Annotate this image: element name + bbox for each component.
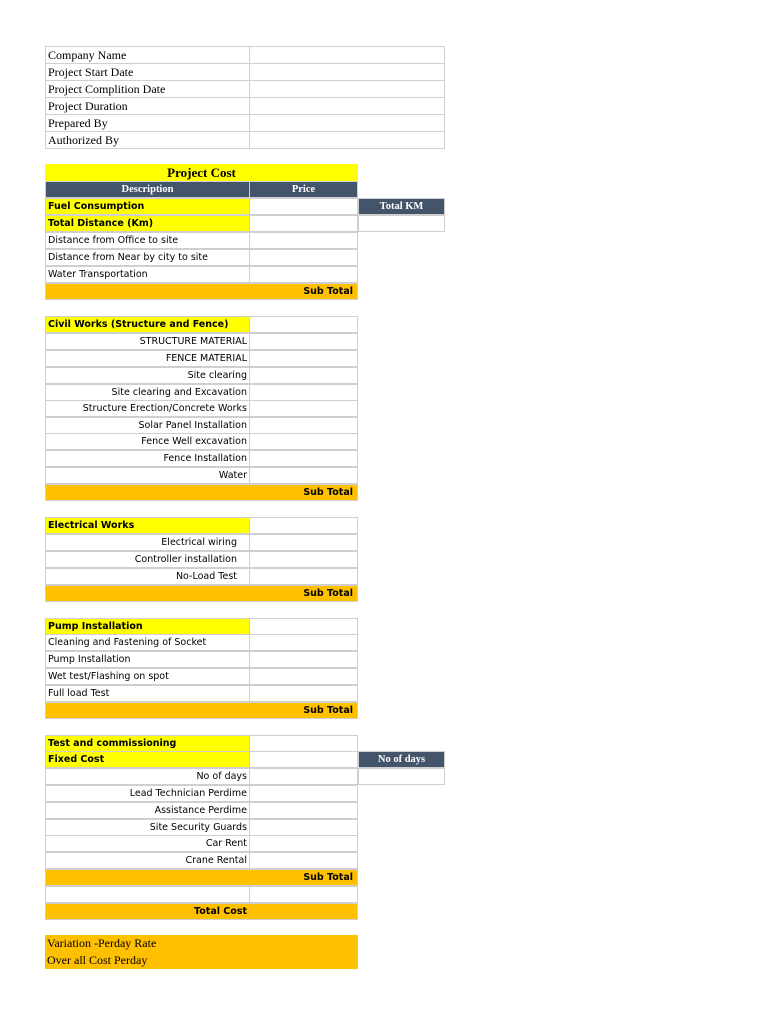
no-of-days-header: No of days — [358, 751, 445, 768]
project-start-date-label: Project Start Date — [45, 63, 250, 81]
empty-row-label — [45, 886, 250, 903]
fixed-cost-item: Car Rent — [45, 835, 250, 852]
civil-item: FENCE MATERIAL — [45, 350, 250, 367]
fuel-consumption-heading: Fuel Consumption — [45, 198, 250, 215]
fixed-cost-heading: Fixed Cost — [45, 751, 250, 768]
fixed-cost-item: Assistance Perdime — [45, 802, 250, 819]
fuel-item: Distance from Office to site — [45, 232, 250, 249]
civil-item: Solar Panel Installation — [45, 417, 250, 434]
pump-installation-price[interactable] — [249, 618, 358, 635]
pump-item-price[interactable] — [249, 685, 358, 702]
civil-works-heading: Civil Works (Structure and Fence) — [45, 316, 250, 333]
fixed-cost-item-price[interactable] — [249, 819, 358, 836]
civil-subtotal: Sub Total — [45, 484, 358, 501]
project-duration-value[interactable] — [249, 97, 445, 115]
fuel-item-price[interactable] — [249, 266, 358, 283]
fuel-item: Water Transportation — [45, 266, 250, 283]
pump-item: Full load Test — [45, 685, 250, 702]
fixed-cost-item: Lead Technician Perdime — [45, 785, 250, 802]
no-of-days-value[interactable] — [358, 768, 445, 785]
civil-item-price[interactable] — [249, 400, 358, 417]
prepared-by-value[interactable] — [249, 114, 445, 132]
total-km-header: Total KM — [358, 198, 445, 215]
civil-item: Structure Erection/Concrete Works — [45, 400, 250, 417]
company-name-label: Company Name — [45, 46, 250, 64]
fixed-cost-item: Site Security Guards — [45, 819, 250, 836]
civil-item: Fence Well excavation — [45, 433, 250, 450]
electrical-item-price[interactable] — [249, 534, 358, 551]
empty-row-price[interactable] — [249, 886, 358, 903]
civil-item: Water — [45, 467, 250, 484]
prepared-by-label: Prepared By — [45, 114, 250, 132]
civil-item-price[interactable] — [249, 350, 358, 367]
fixed-cost-item-price[interactable] — [249, 802, 358, 819]
fixed-cost-item-price[interactable] — [249, 768, 358, 785]
fuel-subtotal: Sub Total — [45, 283, 358, 300]
pump-item: Pump Installation — [45, 651, 250, 668]
electrical-works-price[interactable] — [249, 517, 358, 534]
electrical-subtotal: Sub Total — [45, 585, 358, 602]
civil-item-price[interactable] — [249, 384, 358, 401]
pump-item-price[interactable] — [249, 668, 358, 685]
company-name-value[interactable] — [249, 46, 445, 64]
project-duration-label: Project Duration — [45, 97, 250, 115]
civil-item-price[interactable] — [249, 417, 358, 434]
fixed-cost-item-price[interactable] — [249, 785, 358, 802]
civil-item-price[interactable] — [249, 467, 358, 484]
fixed-cost-item: No of days — [45, 768, 250, 785]
overall-cost-perday: Over all Cost Perday — [47, 953, 148, 967]
pump-item: Cleaning and Fastening of Socket — [45, 634, 250, 651]
electrical-item: Controller installation — [45, 551, 250, 568]
pump-item: Wet test/Flashing on spot — [45, 668, 250, 685]
project-cost-title: Project Cost — [45, 164, 358, 181]
fuel-consumption-price[interactable] — [249, 198, 358, 215]
fixed-cost-item: Crane Rental — [45, 852, 250, 869]
authorized-by-value[interactable] — [249, 131, 445, 149]
fuel-item-price[interactable] — [249, 232, 358, 249]
project-completion-date-value[interactable] — [249, 80, 445, 98]
fixed-cost-price[interactable] — [249, 751, 358, 768]
electrical-item-price[interactable] — [249, 568, 358, 585]
project-start-date-value[interactable] — [249, 63, 445, 81]
pump-item-price[interactable] — [249, 634, 358, 651]
total-km-value[interactable] — [358, 215, 445, 232]
fuel-item-price[interactable] — [249, 249, 358, 266]
electrical-item: Electrical wiring — [45, 534, 250, 551]
test-commissioning-heading: Test and commissioning — [45, 735, 250, 752]
variation-block — [45, 935, 358, 969]
total-cost-row: Total Cost — [45, 903, 358, 920]
pump-installation-heading: Pump Installation — [45, 618, 250, 635]
civil-item-price[interactable] — [249, 433, 358, 450]
project-completion-date-label: Project Complition Date — [45, 80, 250, 98]
electrical-item: No-Load Test — [45, 568, 250, 585]
total-distance-price[interactable] — [249, 215, 358, 232]
variation-perday-rate: Variation -Perday Rate — [47, 936, 157, 950]
description-header: Description — [45, 181, 250, 198]
civil-item-price[interactable] — [249, 367, 358, 384]
price-header: Price — [249, 181, 358, 198]
electrical-item-price[interactable] — [249, 551, 358, 568]
test-commissioning-price[interactable] — [249, 735, 358, 752]
total-distance-heading: Total Distance (Km) — [45, 215, 250, 232]
pump-subtotal: Sub Total — [45, 702, 358, 719]
authorized-by-label: Authorized By — [45, 131, 250, 149]
fixed-cost-item-price[interactable] — [249, 852, 358, 869]
civil-item: Site clearing — [45, 367, 250, 384]
fixed-cost-item-price[interactable] — [249, 835, 358, 852]
test-subtotal: Sub Total — [45, 869, 358, 886]
electrical-works-heading: Electrical Works — [45, 517, 250, 534]
fuel-item: Distance from Near by city to site — [45, 249, 250, 266]
civil-item-price[interactable] — [249, 450, 358, 467]
civil-item: STRUCTURE MATERIAL — [45, 333, 250, 350]
civil-works-price[interactable] — [249, 316, 358, 333]
civil-item: Fence Installation — [45, 450, 250, 467]
civil-item: Site clearing and Excavation — [45, 384, 250, 401]
civil-item-price[interactable] — [249, 333, 358, 350]
pump-item-price[interactable] — [249, 651, 358, 668]
